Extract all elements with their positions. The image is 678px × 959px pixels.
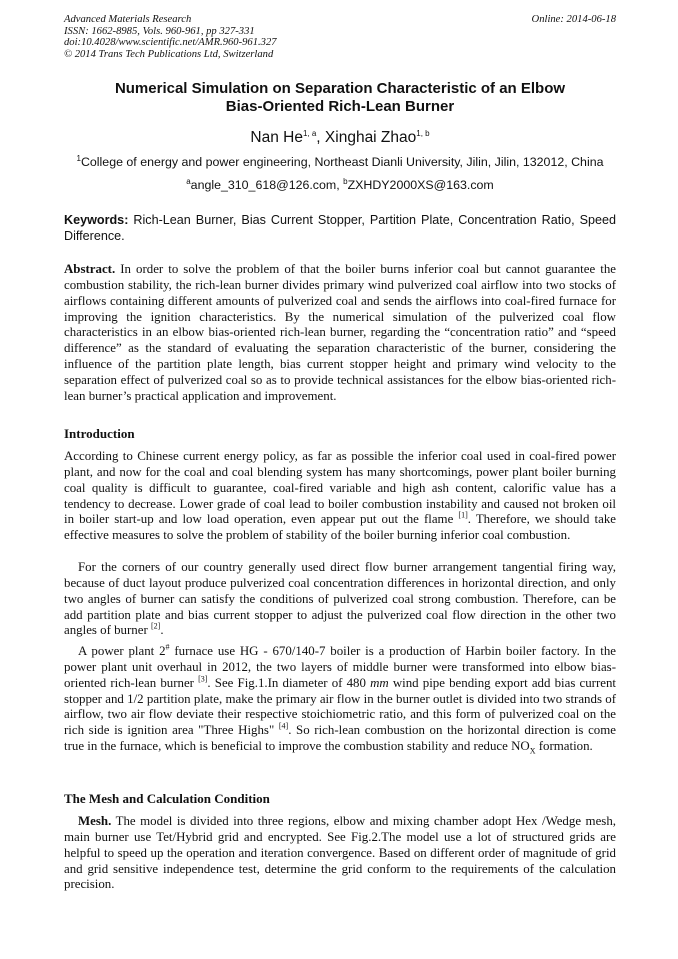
title-line-2: Bias-Oriented Rich-Lean Burner — [225, 98, 455, 115]
keywords-text: Rich-Lean Burner, Bias Current Stopper, Partition Plate, Concentration Ratio, Speed Difference. — [64, 213, 616, 243]
affiliation — [64, 155, 616, 169]
intro-p1-end: . Therefore, we should take effective measures to solve the problem of stability of the boiler burning inferior coal combustion. — [64, 512, 616, 543]
citation-ref-4: [4] — [278, 721, 289, 731]
keywords-label: Keywords: — [64, 213, 129, 227]
mesh-section-heading: The Mesh and Calculation Condition — [64, 791, 270, 806]
citation-ref-1: [1] — [458, 511, 468, 521]
intro-p3-f: formation. — [535, 739, 593, 754]
abstract — [64, 262, 616, 405]
intro-p3-d: wind pipe bending export add bias current stopper and 1/2 partition plate, make the primary air flow in the burner outlet is divided into two strands of airflow, two air flow deviate their respective stoichiometric ratio, and this form of pulverized coal on the rich side is ignition area "Three Highs" — [64, 675, 616, 738]
intro-p1-text: According to Chinese current energy policy, as far as possible the inferior coal used in coal-fired power plant, and now for the coal and coal blending system has many shortcomings, power plant boiler burning coal quality is difficult to guarantee, coal-fired variable and high ash content, calorific value has a tendency to decrease. Lower grade of coal lead to boiler combustion instability and caused not broken oil in boiler start-up and low load operation, even appear put out the flame — [64, 449, 616, 527]
introduction-heading: Introduction — [64, 426, 135, 441]
author-separator: , — [316, 129, 325, 146]
issn-line: ISSN: 1662-8985, Vols. 960-961, pp 327-331 — [64, 25, 255, 37]
email-b: ZXHDY2000XS@163.com — [347, 178, 494, 192]
unit-mm: mm — [370, 675, 389, 690]
citation-ref-3: [3] — [198, 674, 208, 684]
intro-p3-c: . See Fig.1.In diameter of 480 — [207, 675, 371, 690]
unit-number-mark: # — [165, 642, 170, 652]
mesh-text: The model is divided into three regions, elbow and mixing chamber adopt Hex /Wedge mesh, main burner use Tet/Hybrid grid and encrypted. See Fig.2.The model use a lot of structured grids are helpful to speed up the operation and iteration convergence. Based on different order of magnitude of grid and grid sensitive independence test, determine the grid conform to the requirements of the calculation precision. — [64, 814, 616, 892]
online-date: Online: 2014-06-18 — [531, 14, 616, 25]
intro-p3-e: . So rich-lean combustion on the horizontal direction is come true in the furnace, which is beneficial to improve the combustion stability and reduce NO — [64, 723, 617, 754]
citation-ref-2: [2] — [150, 622, 161, 632]
copyright-line: © 2014 Trans Tech Publications Ltd, Switzerland — [64, 48, 274, 60]
journal-name: Advanced Materials Research — [64, 14, 192, 25]
intro-paragraph-3 — [64, 644, 616, 755]
abstract-text: In order to solve the problem of that the boiler burns inferior coal but cannot guarantee the combustion stability, the rich-lean burner divides primary wind pulverized coal airflow into two stocks of airflows containing different amounts of pulverized coal and sends the airflows into coal-fired furnace for improving the ignition characteristics. By the numerical simulation of the pulverized coal flow characteristics in an elbow bias-oriented rich-lean burner, regarding the “concentration ratio” and “speed difference” as the standard of evaluating the separation characteristic of the burner, considering the influence of the partition plate length, bias current stopper height and primary wind velocity to the separation effect of pulverized coal so as to provide technical assistances for the elbow bias-oriented rich-lean burner’s practical application and improvement. — [64, 262, 616, 403]
author-2-affil-mark: 1, b — [416, 128, 430, 138]
nox-subscript: X — [529, 746, 536, 756]
author-1-name: Nan He — [250, 129, 303, 146]
affiliation-text: College of energy and power engineering, Northeast Dianli University, Jilin, Jilin, 132012, China — [80, 155, 604, 169]
intro-p2-end: . — [160, 623, 164, 638]
intro-paragraph-2 — [64, 560, 616, 639]
intro-p3-b: furnace use HG - 670/140-7 boiler is a production of Harbin boiler factory. In the power plant unit overhaul in 2012, the two layers of middle burner were transformed into elbow bias-oriented rich-lean burner — [64, 644, 617, 690]
intro-p3-a: A power plant 2 — [78, 644, 166, 658]
author-emails — [64, 178, 616, 192]
mesh-paragraph — [64, 814, 616, 893]
mesh-label: Mesh. — [78, 814, 112, 828]
intro-p2-text: For the corners of our country generally used direct flow burner arrangement tangential firing way, because of duct layout produce pulverized coal concentration differences in horizontal direction, and only two angles of burner can satisfy the conditions of pulverized coal strong combustion. Therefore, can be add partition plate and bias current stopper to adjust the pulverized coal flow direction in the other two angles of burner — [64, 560, 616, 638]
email-b-mark: b — [343, 176, 348, 186]
paper-title — [64, 80, 616, 116]
journal-header — [64, 14, 616, 60]
keywords — [64, 212, 616, 244]
intro-paragraph-1 — [64, 449, 616, 544]
title-line-1: Numerical Simulation on Separation Characteristic of an Elbow — [114, 80, 566, 97]
author-1-affil-mark: 1, a — [302, 128, 317, 138]
author-2-name: Xinghai Zhao — [324, 129, 417, 146]
author-list — [64, 129, 616, 147]
abstract-label: Abstract. — [64, 262, 116, 276]
affiliation-mark: 1 — [76, 153, 81, 163]
doi-line: doi:10.4028/www.scientific.net/AMR.960-961.327 — [64, 37, 277, 48]
email-a-mark: a — [186, 176, 191, 186]
email-a: angle_310_618@126.com, — [190, 178, 344, 192]
